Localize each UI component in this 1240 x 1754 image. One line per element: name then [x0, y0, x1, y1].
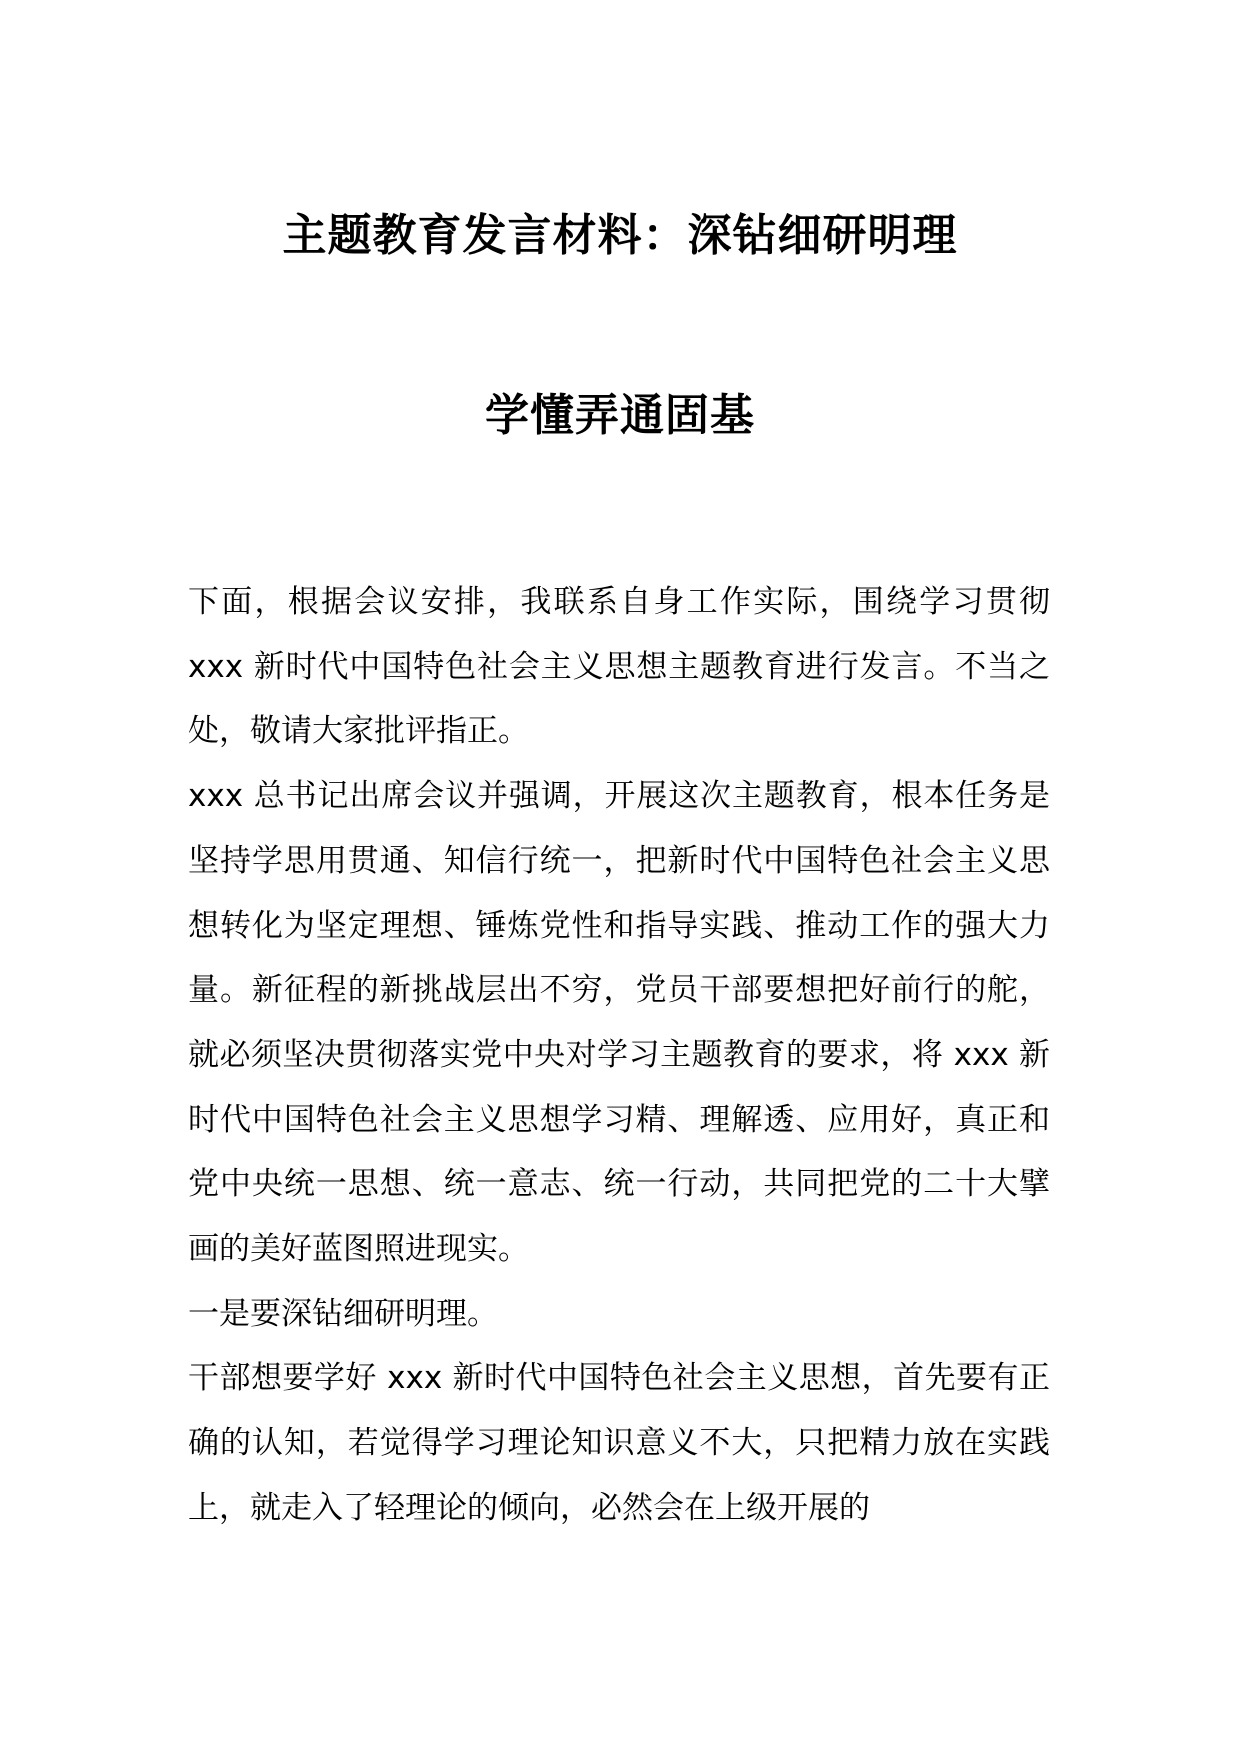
paragraph-study-theory: 干部想要学好 xxx 新时代中国特色社会主义思想，首先要有正确的认知，若觉得学习理论知识意义不大，只把精力放在实践上，就走入了轻理论的倾向，必然会在上级开展的: [188, 1360, 1050, 1526]
document-title-line-2: 学懂弄通固基: [485, 390, 755, 441]
document-title-line-1: 主题教育发言材料：深钻细研明理: [282, 210, 958, 261]
paragraph-intro: 下面，根据会议安排，我联系自身工作实际，围绕学习贯彻 xxx 新时代中国特色社会主义思想主题教育进行发言。不当之处，敬请大家批评指正。: [188, 584, 1050, 750]
paragraph-main-task: xxx 总书记出席会议并强调，开展这次主题教育，根本任务是坚持学思用贯通、知信行统一，把新时代中国特色社会主义思想转化为坚定理想、锤炼党性和指导实践、推动工作的强大力量。新征程的新挑战层出不穷，党员干部要想把好前行的舵，就必须坚决贯彻落实党中央对学习主题教育的要求，将 xxx 新时代中国特色社会主义思想学习精、理解透、应用好，真正和党中央统一思想、统一意志、统一行动，共同把党的二十大擘画的美好蓝图照进现实。: [188, 778, 1050, 1268]
paragraph-section-heading: 一是要深钻细研明理。: [188, 1295, 498, 1332]
document-body: [188, 570, 1050, 1541]
